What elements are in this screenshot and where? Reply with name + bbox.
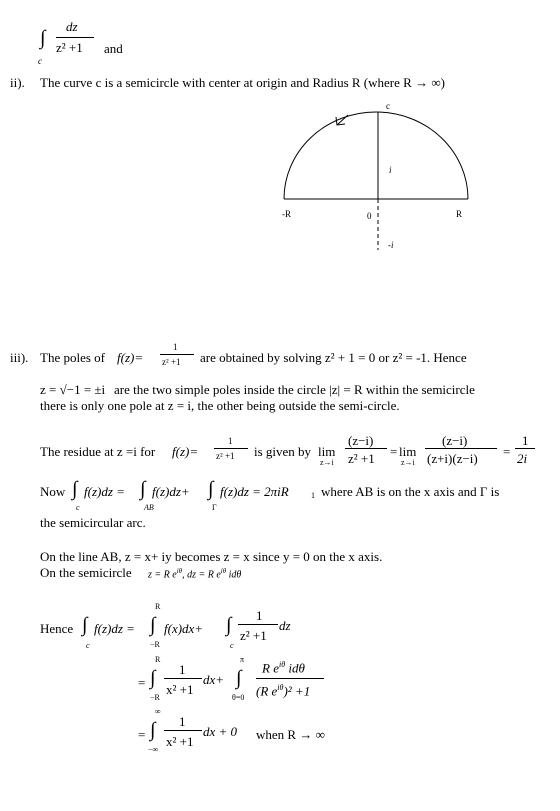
hence-eq1-bot: −R (150, 640, 160, 649)
residue-lim2: lim (399, 444, 417, 459)
hence-eq3-bot: −∞ (148, 745, 159, 754)
integral-sign: ∫ (150, 614, 156, 636)
hence-eq2-den1: x² +1 (166, 682, 194, 697)
fraction-bar (164, 678, 202, 679)
integral-sign: ∫ (82, 614, 88, 636)
hence-eq2-top1: R (155, 655, 161, 664)
hence-eq2-top2: π (240, 655, 245, 664)
hence-eq1-a: f(z)dz = (94, 621, 135, 636)
hence-eq2-sign: = (138, 675, 146, 690)
label-zero: 0 (367, 211, 372, 221)
residue-den1: z² +1 (216, 451, 235, 461)
hence-eq2-bot1: −R (150, 693, 160, 702)
residue-given-by: is given by (254, 444, 312, 459)
residue-pre: The residue at z =i for (40, 444, 156, 459)
hence-eq1-top: R (155, 602, 161, 611)
poles-pre: The poles of (40, 350, 105, 365)
label-r: R (456, 209, 463, 219)
hence-eq2-num1: 1 (179, 662, 186, 677)
residue-eq1: = (390, 444, 398, 459)
fraction-bar (345, 448, 387, 449)
label-neg-r: -R (282, 209, 291, 219)
now-expr2: f(z)dz+ (152, 484, 190, 499)
now-sub-c: c (76, 503, 80, 512)
fraction-bar (425, 448, 497, 449)
poles-f-of-z: f(z)= (117, 350, 144, 365)
now-post: where AB is on the x axis and Γ is (321, 484, 500, 499)
residue-den3: (z+i)(z−i) (427, 451, 478, 466)
fraction-bar (238, 624, 278, 625)
hence-eq2-num2: R $e^{i\theta}$ idθ (262, 660, 305, 676)
on-semicircle: On the semicircle (40, 565, 132, 580)
integral-sign: ∫ (208, 478, 214, 500)
integral-sign: ∫ (236, 667, 242, 689)
now-expr3: f(z)dz = 2πiR (220, 484, 289, 499)
now-expr1: f(z)dz = (84, 484, 125, 499)
and-text: and (104, 41, 123, 56)
poles-frac-den: z² +1 (162, 357, 181, 367)
hence-eq1-dz: dz (279, 618, 291, 633)
residue-eq2: = (503, 444, 511, 459)
hence-eq1-num: 1 (256, 608, 263, 623)
hence-sub-c: c (86, 641, 90, 650)
residue-den4: 2i (517, 451, 528, 466)
poles-frac-num: 1 (173, 342, 178, 352)
fraction-bar (160, 354, 194, 355)
poles-post: are obtained by solving z² + 1 = 0 or z² = -1. Hence (200, 350, 467, 365)
hence-eq3-when: when R → ∞ (256, 727, 325, 742)
residue-num4: 1 (522, 433, 529, 448)
integral-sign: ∫ (226, 614, 232, 636)
hence-sub-c2: c (230, 641, 234, 650)
hence-eq2-dx: dx+ (203, 672, 225, 687)
hence-eq1-den: z² +1 (240, 628, 267, 643)
hence-eq3-sign: = (138, 727, 146, 742)
integral-sign: ∫ (72, 478, 78, 500)
hence-eq3-num: 1 (179, 714, 186, 729)
hence-eq2-bot2: θ=0 (232, 693, 245, 702)
on-line-ab: On the line AB, z = x+ iy becomes z = x since y = 0 on the x axis. (40, 549, 383, 564)
fraction-bar (515, 448, 535, 449)
int-numerator: dz (66, 19, 78, 34)
hence-eq2-den2: (R $e^{i\theta})^2 +1$ (256, 683, 311, 699)
residue-num1: 1 (228, 436, 233, 446)
item-ii-label: ii). (10, 75, 25, 90)
hence-eq1-b: f(x)dx+ (164, 621, 204, 636)
now-line2: the semicircular arc. (40, 515, 146, 530)
residue-num3: (z−i) (442, 433, 468, 448)
residue-lim1-sub: z→i (320, 458, 334, 467)
poles-line3: there is only one pole at z = i, the other being outside the semi-circle. (40, 398, 400, 413)
integral-sign: ∫ (150, 667, 156, 689)
item-ii-text: The curve c is a semicircle with center at origin and Radius R (where R → ∞) (40, 75, 445, 90)
integral-sign: ∫ (40, 27, 46, 49)
residue-den2: z² +1 (348, 451, 375, 466)
label-i: i (389, 165, 392, 175)
fraction-bar (164, 730, 202, 731)
now-sub-gamma: Γ (212, 503, 217, 512)
semicircle-math: z = R $e^{i\theta}$, dz = R $e^{i\theta}$ idθ (148, 567, 242, 581)
int-denominator: z² +1 (56, 40, 83, 55)
poles-math: z = √−1 = ±i (40, 382, 106, 397)
fraction-bar (214, 448, 248, 449)
label-c: c (386, 101, 390, 111)
fraction-bar (256, 678, 324, 679)
label-neg-i: -i (388, 240, 394, 250)
hence-eq3-tail: dx + 0 (203, 724, 238, 739)
residue-lim1: lim (318, 444, 336, 459)
semicircle-arc (284, 112, 468, 199)
item-iii-label: iii). (10, 350, 29, 365)
now-label: Now (40, 484, 66, 499)
residue-num2: (z−i) (348, 433, 374, 448)
integral-sign: ∫ (140, 478, 146, 500)
residue-lim2-sub: z→i (401, 458, 415, 467)
hence-label: Hence (40, 621, 74, 636)
residue-f-of-z: f(z)= (172, 444, 199, 459)
now-expr3-sub: 1 (311, 491, 315, 500)
int-lower-limit: c (38, 56, 42, 66)
integral-sign: ∫ (150, 719, 156, 741)
hence-eq3-top: ∞ (155, 707, 161, 716)
hence-eq3-den: x² +1 (166, 734, 194, 749)
now-sub-ab: AB (144, 503, 154, 512)
poles-line2: are the two simple poles inside the circle |z| = R within the semicircle (114, 382, 475, 397)
